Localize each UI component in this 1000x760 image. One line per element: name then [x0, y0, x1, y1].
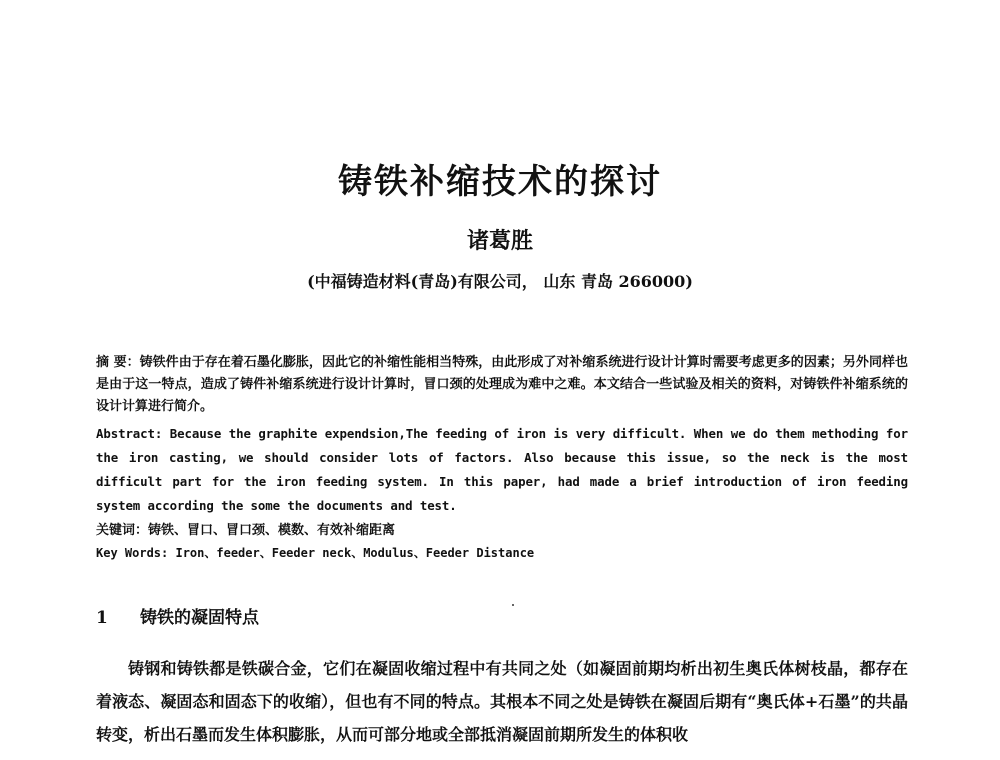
chinese-abstract-label: 摘 要： — [96, 355, 140, 370]
section-number: 1 — [96, 608, 108, 628]
chinese-abstract — [96, 352, 908, 418]
section-title: 铸铁的凝固特点 — [140, 608, 259, 628]
english-keywords-label: Key Words: — [96, 546, 176, 560]
paper-title: 铸铁补缩技术的探讨 — [338, 162, 662, 202]
body-paragraph: 铸钢和铸铁都是铁碳合金，它们在凝固收缩过程中有共同之处（如凝固前期均析出初生奥氏体树枝晶，都存在着液态、凝固态和固态下的收缩），但也有不同的特点。其根本不同之处是铸铁在凝固后期有“奥氏体+石墨”的共晶转变，析出石墨而发生体积膨胀，从而可部分地或全部抵消凝固前期所发生的体积收 — [96, 659, 908, 744]
chinese-keywords-label: 关键词： — [96, 523, 149, 538]
scan-speck — [512, 604, 514, 606]
english-abstract — [96, 422, 908, 518]
chinese-keywords-text: 铸铁、冒口、冒口颈、模数、有效补缩距离 — [148, 523, 396, 538]
english-abstract-text: Because the graphite expendsion,The feeding of iron is very difficult. When we do them methoding for the iron casting, we should consider lots of factors. Also because this issue, so the neck is the most difficult part for the iron feeding system. In this paper, had made a brief introduction of iron feeding system according the some the documents and test. — [96, 426, 908, 513]
author-name: 诸葛胜 — [466, 228, 533, 254]
section-heading — [96, 604, 259, 632]
author-affiliation: (中福铸造材料(青岛)有限公司， 山东 青岛 266000) — [307, 272, 693, 291]
abstract-block — [96, 352, 908, 564]
english-keywords-text: Iron、feeder、Feeder neck、Modulus、Feeder Distance — [175, 546, 535, 560]
chinese-abstract-text: 铸铁件由于存在着石墨化膨胀，因此它的补缩性能相当特殊，由此形成了对补缩系统进行设计计算时需要考虑更多的因素；另外同样也是由于这一特点，造成了铸件补缩系统进行设计计算时，冒口颈的处理成为难中之难。本文结合一些试验及相关的资料，对铸铁件补缩系统的设计计算进行简介。 — [96, 355, 908, 414]
english-abstract-label: Abstract: — [96, 426, 170, 441]
chinese-keywords — [96, 520, 908, 542]
english-keywords — [96, 542, 908, 564]
